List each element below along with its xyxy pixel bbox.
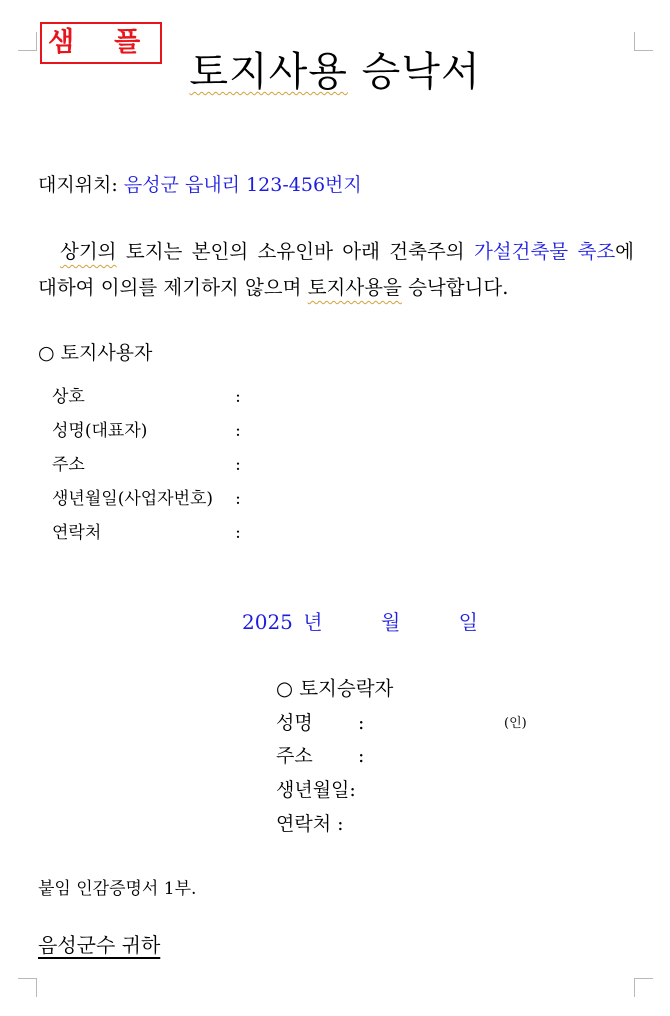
- row-colon: :: [349, 779, 356, 801]
- land-user-heading: ○ 토지사용자: [38, 342, 153, 364]
- statement-highlight: 가설건축물 축조: [473, 240, 616, 263]
- row-label: 생년월일(사업자번호): [52, 489, 214, 509]
- row-colon: :: [358, 712, 365, 734]
- row-label: 연락처: [276, 813, 332, 835]
- site-location: [38, 170, 362, 200]
- statement-part2: 토지는 본인의 소유인바 아래 건축주의: [125, 240, 465, 263]
- grantor-row: [276, 706, 364, 740]
- document-title: [0, 44, 670, 100]
- title-prefix: 토지사용: [189, 49, 348, 95]
- document-date: [242, 606, 478, 638]
- row-label: 주소: [52, 455, 85, 475]
- date-month-unit: 월: [380, 610, 401, 634]
- addressee: 음성군수 귀하: [38, 933, 161, 957]
- statement-part4: 토지사용을: [307, 276, 402, 299]
- consent-statement: [38, 234, 634, 306]
- land-grantor-heading: ○ 토지승락자: [276, 677, 394, 700]
- row-colon: :: [235, 489, 241, 509]
- statement-part5: 승낙합니다.: [408, 276, 509, 299]
- page-corner-mark: [18, 978, 37, 997]
- row-colon: :: [235, 421, 241, 441]
- land-user-row: [52, 482, 248, 516]
- grantor-row: [276, 807, 344, 841]
- row-label: 연락처: [52, 523, 102, 543]
- row-label: 주소: [276, 745, 313, 767]
- land-user-row: [52, 414, 248, 448]
- row-label: 성명(대표자): [52, 421, 148, 441]
- statement-part1: 상기의: [60, 240, 117, 263]
- title-suffix: 승낙서: [361, 49, 481, 95]
- date-year-unit: 년: [303, 610, 323, 634]
- row-label: 성명: [276, 712, 313, 734]
- attachment-note: 붙임 인감증명서 1부.: [38, 879, 197, 899]
- land-user-row: [52, 380, 248, 414]
- site-location-value: 음성군 읍내리 123-456번지: [123, 174, 362, 196]
- land-user-row: [52, 448, 248, 482]
- row-colon: :: [235, 455, 241, 475]
- row-colon: :: [358, 745, 365, 767]
- row-label: 생년월일: [276, 779, 350, 801]
- page-corner-mark: [634, 978, 653, 997]
- date-day-unit: 일: [458, 610, 478, 634]
- row-colon: :: [331, 813, 344, 835]
- row-colon: :: [235, 387, 241, 407]
- seal-mark: (인): [504, 716, 527, 731]
- grantor-row: [276, 773, 356, 807]
- row-label: 상호: [52, 387, 85, 407]
- date-year: 2025: [242, 610, 293, 634]
- site-location-label: 대지위치:: [38, 174, 118, 196]
- sample-stamp: 샘플: [40, 22, 162, 64]
- row-colon: :: [235, 523, 241, 543]
- grantor-row: [276, 739, 364, 773]
- land-user-row: [52, 516, 248, 550]
- statement-part3: 에 대하여 이의를 제기하지 않으며: [38, 240, 634, 299]
